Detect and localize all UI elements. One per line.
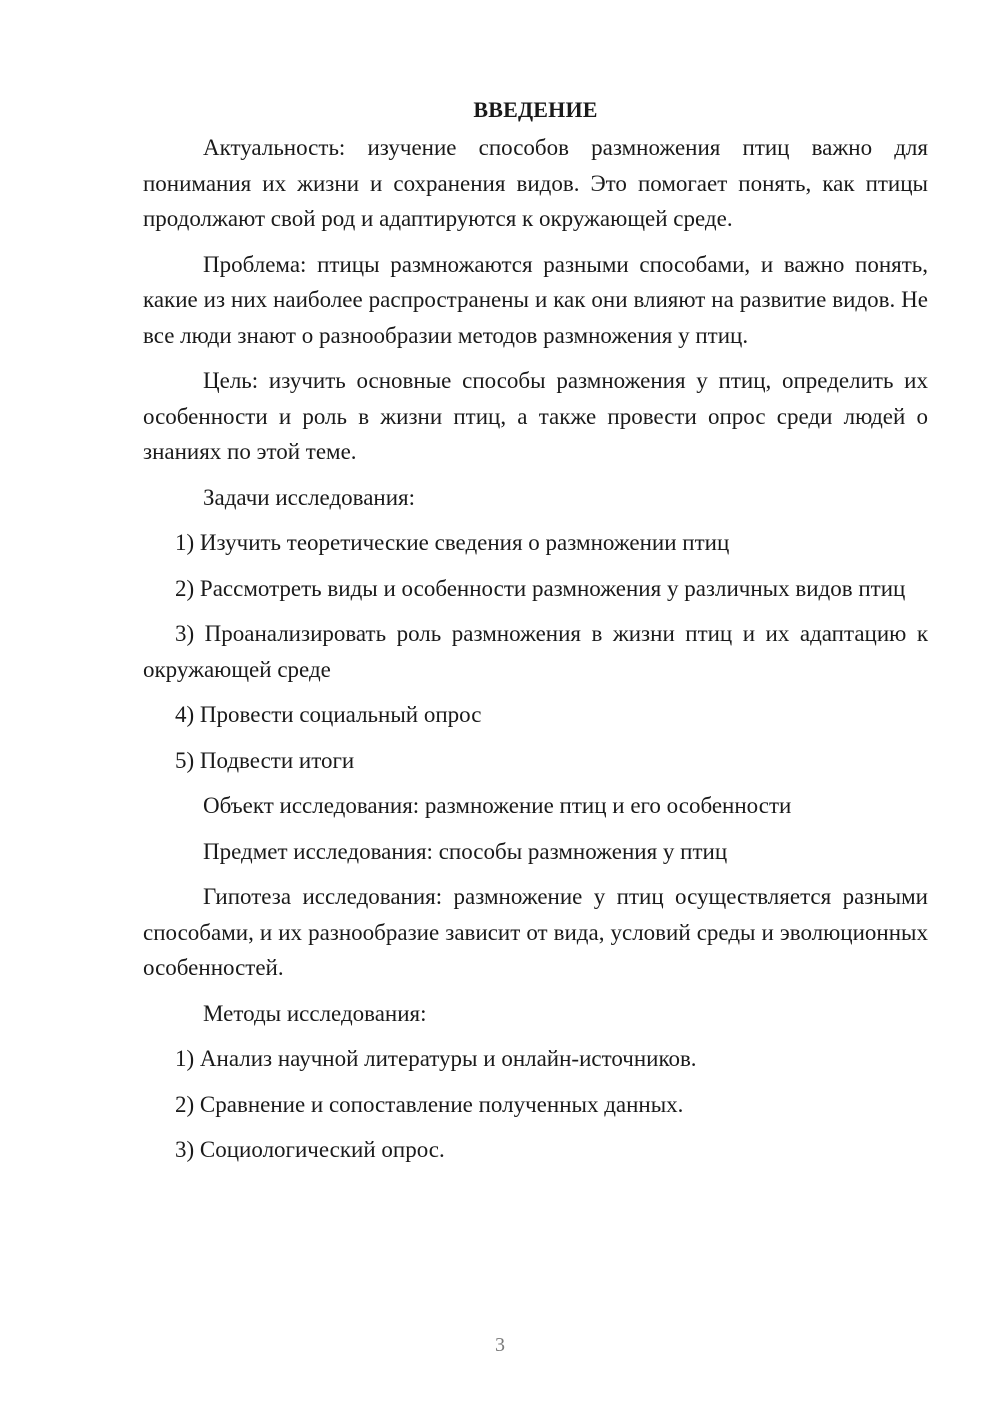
task-item: 3) Проанализировать роль размножения в жизни птиц и их адаптацию к окружающей среде bbox=[143, 621, 928, 682]
method-item: 3) Социологический опрос. bbox=[175, 1137, 445, 1162]
hypothesis-paragraph: Гипотеза исследования: размножение у птиц осуществляется разными способами, и их разнообразие зависит от вида, условий среды и эволюционных особенностей. bbox=[143, 884, 928, 980]
method-item: 2) Сравнение и сопоставление полученных данных. bbox=[175, 1091, 684, 1117]
problem-paragraph: Проблема: птицы размножаются разными способами, и важно понять, какие из них наиболее распространены и как они влияют на развитие видов. Не все люди знают о разнообразии методов размножения у птиц. bbox=[143, 251, 928, 348]
research-object: Объект исследования: размножение птиц и его особенности bbox=[203, 793, 792, 818]
tasks-heading: Задачи исследования: bbox=[203, 484, 416, 510]
page-number: 3 bbox=[495, 1334, 505, 1356]
research-subject: Предмет исследования: способы размножения у птиц bbox=[203, 838, 728, 864]
method-item: 1) Анализ научной литературы и онлайн-источников. bbox=[175, 1046, 697, 1071]
task-item: 5) Подвести итоги bbox=[175, 747, 355, 773]
task-item: 4) Провести социальный опрос bbox=[175, 702, 482, 727]
relevance-paragraph: Актуальность: изучение способов размножения птиц важно для понимания их жизни и сохранения видов. Это помогает понять, как птицы продолжают свой род и адаптируются к окружающей среде. bbox=[143, 135, 928, 231]
goal-paragraph: Цель: изучить основные способы размножения у птиц, определить их особенности и роль в жизни птиц, а также провести опрос среди людей о знаниях по этой теме. bbox=[143, 368, 928, 464]
page-content bbox=[143, 92, 928, 1178]
section-title: ВВЕДЕНИЕ bbox=[473, 97, 598, 122]
task-item: 1) Изучить теоретические сведения о размножении птиц bbox=[175, 530, 730, 555]
methods-heading: Методы исследования: bbox=[203, 1000, 427, 1026]
task-item: 2) Рассмотреть виды и особенности размножения у различных видов птиц bbox=[175, 575, 906, 601]
